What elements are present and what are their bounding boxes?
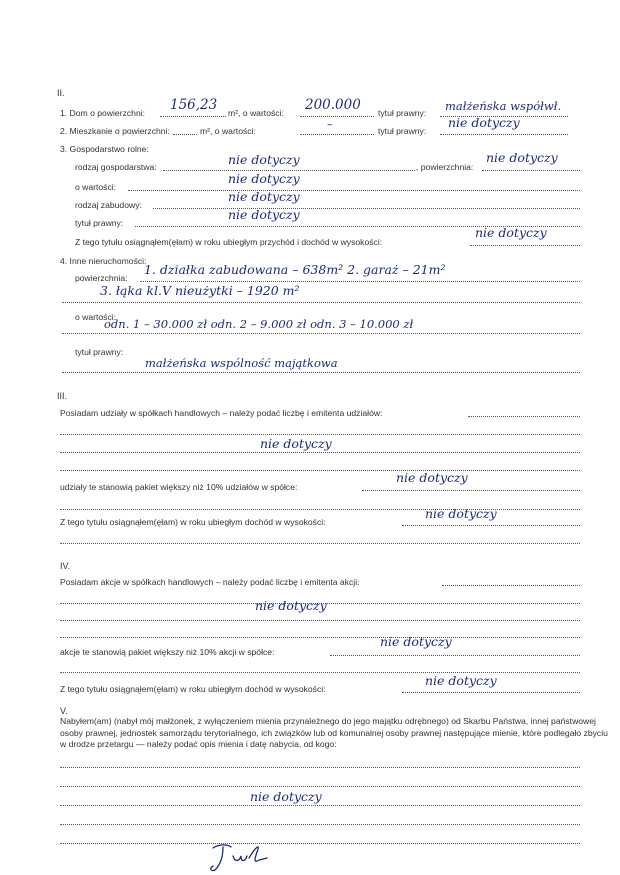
other-value-value: odn. 1 – 30.000 zł odn. 2 – 9.000 zł odn. 3 – 10.000 zł: [104, 317, 414, 331]
farm-area-value: nie dotyczy: [486, 150, 558, 165]
farm-kind-value: nie dotyczy: [228, 152, 300, 167]
sec4-shares-label: Posiadam akcje w spółkach handlowych – należy podać liczbę i emitenta akcji:: [60, 577, 360, 587]
flat-value: –: [327, 117, 333, 131]
other-title-label: tytuł prawny:: [75, 347, 124, 357]
sec3-income-label: Z tego tytułu osiągnąłem(ęłam) w roku ubiegłym dochód w wysokości:: [60, 517, 326, 527]
flat-unit-label: m², o wartości:: [200, 126, 256, 136]
other-title-value: małżeńska wspólność majątkowa: [145, 356, 338, 370]
sec3-income-value: nie dotyczy: [425, 506, 497, 521]
other-area-label: powierzchnia:: [75, 273, 128, 283]
house-unit-label: m², o wartości:: [228, 108, 284, 118]
farm-title-label: tytuł prawny:: [75, 218, 124, 228]
farm-value-value: nie dotyczy: [228, 171, 300, 186]
sec4-income-value: nie dotyczy: [425, 673, 497, 688]
other-area-line2: 3. łąka kl.V nieużytki – 1920 m²: [100, 283, 300, 298]
flat-title-label: tytuł prawny:: [378, 126, 427, 136]
other-property-label: 4. Inne nieruchomości:: [60, 256, 147, 266]
farm-area-label: , powierzchnia:: [416, 162, 474, 172]
sec3-shares-label: Posiadam udziały w spółkach handlowych – należy podać liczbę i emitenta udziałów:: [60, 408, 383, 418]
house-label: 1. Dom o powierzchni:: [60, 108, 146, 118]
house-title-value: małżeńska współwł.: [445, 99, 562, 113]
house-area-value: 156,23: [170, 97, 218, 113]
section-4-title: IV.: [60, 561, 71, 571]
sec5-text: Nabyłem(am) (nabył mój małżonek, z wyłączeniem mienia przynależnego do jego majątku odrębnego) od Skarbu Państwa, innej państwowej osoby prawnej, jednostek samorządu terytorialnego, ich związków lub od komunalnej osoby prawnej następujące mienie, które podlegało zbyciu w drodze przetargu — należy podać opis mienia i datę nabycia, od kogo:: [60, 716, 608, 749]
sec4-package-value: nie dotyczy: [380, 634, 452, 649]
farm-income-label: Z tego tytułu osiągnąłem(ęłam) w roku ubiegłym przychód i dochód w wysokości:: [75, 237, 383, 247]
sec4-package-label: akcje te stanowią pakiet większy niż 10% akcji w spółce:: [60, 647, 275, 657]
farm-kind-label: rodzaj gospodarstwa:: [75, 162, 157, 172]
farm-value-label: o wartości:: [75, 182, 117, 192]
sec4-income-label: Z tego tytułu osiągnąłem(ęłam) w roku ubiegłym dochód w wysokości:: [60, 684, 326, 694]
sec3-package-value: nie dotyczy: [396, 470, 468, 485]
farm-income-value: nie dotyczy: [475, 225, 547, 240]
farm-building-value: nie dotyczy: [228, 189, 300, 204]
flat-label: 2. Mieszkanie o powierzchni:: [60, 126, 170, 136]
farm-title-value: nie dotyczy: [228, 207, 300, 222]
house-value: 200.000: [305, 97, 361, 113]
flat-title-value: nie dotyczy: [448, 115, 520, 130]
farm-building-label: rodzaj zabudowy:: [75, 200, 142, 210]
other-area-line1: 1. działka zabudowana – 638m² 2. garaż – 21m²: [144, 262, 446, 277]
farm-label: 3. Gospodarstwo rolne:: [60, 144, 149, 154]
section-5-title: V.: [60, 706, 68, 716]
other-value-label: o wartości:: [75, 312, 117, 322]
house-title-label: tytuł prawny:: [378, 108, 427, 118]
signature-mark: [205, 838, 290, 874]
section-2-title: II.: [57, 88, 65, 98]
sec3-package-label: udziały te stanowią pakiet większy niż 10% udziałów w spółce:: [60, 482, 298, 492]
sec3-shares-value: nie dotyczy: [260, 436, 332, 451]
section-3-title: III.: [57, 391, 68, 401]
sec4-shares-value: nie dotyczy: [255, 598, 327, 613]
sec5-value: nie dotyczy: [250, 789, 322, 804]
